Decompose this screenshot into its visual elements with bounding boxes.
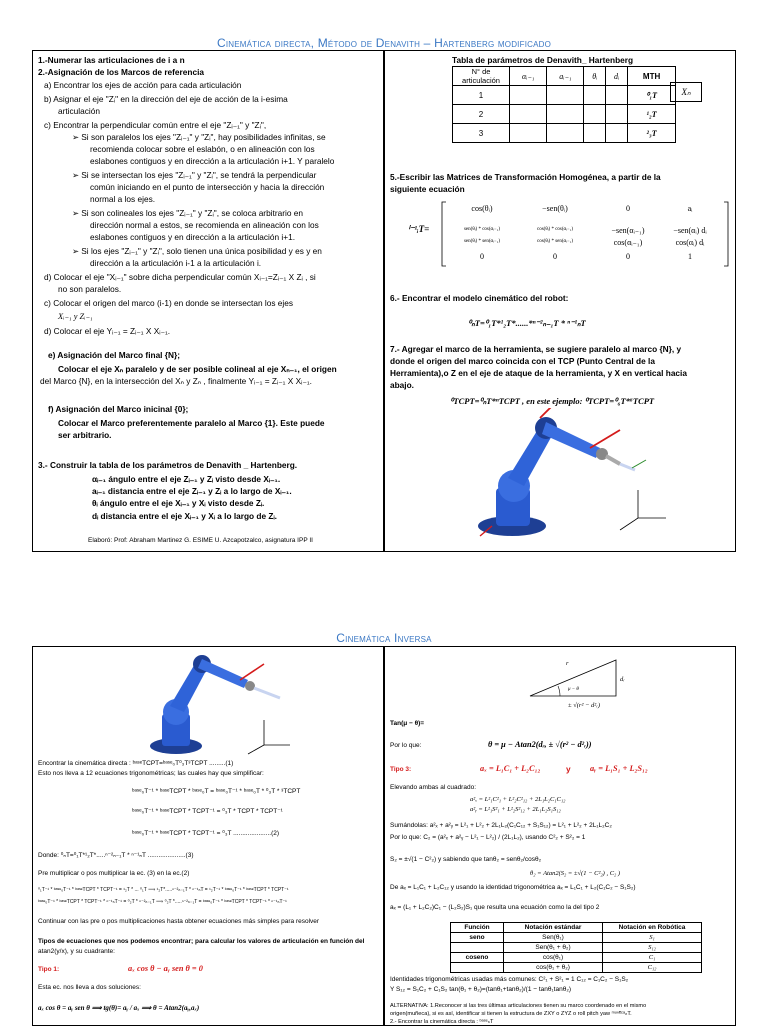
bullet-4-l2: dirección a la articulación i-1 a la articulación i. bbox=[90, 258, 262, 268]
ik-12-eq: Esto nos lleva a 12 ecuaciones trigonométricas; las cuales hay que simplificar: bbox=[38, 770, 264, 777]
dh-header-theta: θᵢ bbox=[584, 67, 606, 86]
m43: 0 bbox=[626, 252, 630, 261]
triangle-r: r bbox=[566, 660, 569, 667]
fn-cell: seno bbox=[451, 933, 504, 943]
m12: −sen(θᵢ) bbox=[542, 204, 568, 213]
dh-cell bbox=[606, 124, 628, 143]
m14: aᵢ bbox=[687, 204, 693, 213]
m13: 0 bbox=[626, 204, 630, 213]
m23: −sen(αᵢ₋₁) bbox=[611, 226, 645, 235]
table-row bbox=[453, 105, 676, 124]
table-row bbox=[453, 124, 676, 143]
fn-cell: cos(θ₁) bbox=[504, 953, 603, 963]
step-2f: f) Asignación del Marco inicinal {0}; bbox=[48, 404, 189, 414]
dh-cell bbox=[547, 124, 584, 143]
robot-arm-illustration-2 bbox=[140, 650, 340, 760]
m32: cos(θᵢ) * sen(αᵢ₋₁) bbox=[536, 239, 574, 244]
ax2: a²ₓ = L²₁C²₁ + L²₂C²₁₂ + 2L₁L₂C₁C₁₂ bbox=[470, 796, 566, 803]
bullet-2: ➢ Si se intersectan los ejes "Zᵢ₋₁" y "Zᵢ", se tendrá la perpendicular bbox=[72, 170, 317, 180]
m42: 0 bbox=[553, 252, 557, 261]
table-row bbox=[453, 86, 676, 105]
de-ax: De aₓ = L₁C₁ + L₂C₁₂ y usando la identidad trigonométrica aₓ = L₁C₁ + L₂(C₁C₂ − S₁S₂) bbox=[390, 884, 636, 891]
dh-header-a: aᵢ₋₁ bbox=[547, 67, 584, 86]
ik-premult-eq1: ⁰₁T⁻¹ * ᵇᵃˢᵉ₀T⁻¹ * ᵇᵃˢᵉTCPT * TCPT⁻¹ = ¹₂T * ... ⁰₁T ⟹ ¹₂T*.....ⁿ⁻²ₙ₋₁T * ⁿ⁻¹ₙT = ¹₂T⁻¹ * ᵇᵃˢᵉ₀T⁻¹ * ᵇᵃˢᵉTCPT * TCPT⁻¹ bbox=[38, 887, 289, 893]
dh-cell bbox=[606, 86, 628, 105]
ik-solution-1: aₓ cos θ = aᵧ sen θ ⟹ tg(θ)= aᵧ / aₓ ⟹ θ = Atan2(aᵧ,aₓ) bbox=[38, 1004, 200, 1012]
ik-two-solutions: Esta ec. nos lleva a dos soluciones: bbox=[38, 984, 141, 991]
m33: cos(αᵢ₋₁) bbox=[613, 238, 643, 247]
step-2c: c) Encontrar la perpendicular común entre el eje "Zᵢ₋₁" y "Zᵢ", bbox=[44, 120, 267, 130]
m11: cos(θᵢ) bbox=[471, 204, 493, 213]
ik-types-l1: Tipos de ecuaciones que nos podemos encontrar; para calcular los valores de articulación en función del bbox=[38, 938, 365, 945]
sum: Sumándolas: a²ₓ + a²ᵧ = L²₁ + L²₂ + 2L₁L₂(C₁C₁₂ + S₁S₁₂) = L²₁ + L²₂ + 2L₁L₂C₂ bbox=[390, 822, 612, 829]
theta2: θ₂ = Atan2(S₂ = ±√(1 − C²₂) , C₂ ) bbox=[530, 870, 621, 877]
top-title: Cinemática directa, Método de Denavith – Hartenberg modificado bbox=[216, 36, 552, 50]
m34: cos(αᵢ) dᵢ bbox=[675, 238, 705, 247]
fn-cell: Sen(θ₁ + θ₂) bbox=[504, 943, 603, 953]
step-7-l2: donde el origen del marco coincida con el TCP (Punto Central de la bbox=[390, 356, 655, 366]
m41: 0 bbox=[480, 252, 484, 261]
por-lo-que: Por lo que: bbox=[390, 742, 422, 749]
dh-row-n: 1 bbox=[453, 86, 510, 105]
dh-row-mth: ⁰₁T bbox=[628, 86, 676, 105]
identities-2: Y S₁₂ = S₁C₂ + C₁S₂ tan(θ₁ + θ₂)=(tanθ₁+tanθ₂)/(1 − tanθ₁tanθ₂) bbox=[390, 986, 572, 993]
step-3: 3.- Construir la tabla de los parámetros de Denavith _ Hartenberg. bbox=[38, 460, 298, 470]
triangle-base: ± √(r² − d²ᵣ) bbox=[568, 702, 601, 709]
bullet-3: ➢ Si son colineales los ejes "Zᵢ₋₁" y "Zᵢ", se coloca arbitrario en bbox=[72, 208, 303, 218]
ik-premult-eq2: ᵇᵃˢᵉ₀T⁻¹ * ᵇᵃˢᵉTCPT * TCPT⁻¹ * ⁿ⁻¹ₙT⁻¹ = ⁰₂T * ⁿ⁻²ₙ₋₁T ⟹ ⁰₂T *.....ⁿ⁻²ₙ₋₁T = ᵇᵃˢᵉ₀T⁻¹ * ᵇᵃˢᵉTCPT * TCPT⁻¹ * ⁿ⁻¹ₙT⁻¹ bbox=[38, 899, 287, 905]
tan-eq: Tan(μ − θ)= bbox=[390, 720, 425, 727]
type-3-y: y bbox=[566, 764, 571, 774]
dh-row-n: 3 bbox=[453, 124, 510, 143]
ay2: a²ᵧ = L²₁S²₁ + L²₂S²₁₂ + 2L₁L₂S₁S₁₂ bbox=[470, 806, 561, 813]
c2: Por lo que: C₂ = (a²ₓ + a²ᵧ − L²₁ − L²₂) / (2L₁L₂), usando C²₂ + S²₂ = 1 bbox=[390, 834, 586, 841]
step-5-l2: siguiente ecuación bbox=[390, 184, 465, 194]
ik-eq-2: ᵇᵃˢᵉ₀T⁻¹ * ᵇᵃˢᵉTCPT * TCPT⁻¹ = ⁰₃T .....................(2) bbox=[132, 830, 280, 837]
fn-cell bbox=[451, 943, 504, 953]
fn-cell: S₁₂ bbox=[603, 943, 702, 953]
m31: sen(θᵢ) * sen(αᵢ₋₁) bbox=[463, 239, 501, 244]
dh-row-mth: ¹₂T bbox=[628, 105, 676, 124]
step-2: 2.-Asignación de los Marcos de referencia bbox=[38, 67, 204, 77]
m44: 1 bbox=[688, 252, 692, 261]
type-3-ax: aₓ = L₁C₁ + L₂C₁₂ bbox=[480, 764, 541, 773]
dh-cell bbox=[510, 105, 547, 124]
m21: sen(θᵢ) * cos(αᵢ₋₁) bbox=[463, 227, 501, 232]
trig-notation-table bbox=[450, 922, 702, 973]
table-row bbox=[451, 963, 702, 973]
dh-header-d: dᵢ bbox=[606, 67, 628, 86]
fn-cell: coseno bbox=[451, 953, 504, 963]
fn-cell: Sen(θ₁) bbox=[504, 933, 603, 943]
step-2f-l1: Colocar el Marco preferentemente paralelo al Marco {1}. Este puede bbox=[58, 418, 325, 428]
ik-type-1: Tipo 1: bbox=[38, 966, 60, 973]
dh-row-mth: ²₃T bbox=[628, 124, 676, 143]
alternative-text: ALTERNATIVA: 1.Reconocer si las tres últimas articulaciones tienen su marco coordenado en el mismo bbox=[390, 1003, 647, 1009]
param-theta: θᵢ ángulo entre el eje Xᵢ₋₁ y Xᵢ visto desde Zᵢ. bbox=[92, 498, 265, 508]
ik-eq-a: ᵇᵃˢᵉ₀T⁻¹ * ᵇᵃˢᵉTCPT * ᵇᵃˢᵉ₀T = ᵇᵃˢᵉ₀T⁻¹ * ᵇᵃˢᵉ₀T * ⁰₃T * ³TCPT bbox=[132, 788, 301, 795]
step-2c2-cont: Xᵢ₋₁ y Zᵢ₋₁ bbox=[58, 312, 93, 321]
step-5-l1: 5.-Escribir las Matrices de Transformación Homogénea, a partir de la bbox=[390, 172, 661, 182]
dh-cell bbox=[510, 86, 547, 105]
dh-parameter-table bbox=[452, 66, 676, 143]
step-6: 6.- Encontrar el modelo cinemático del robot: bbox=[390, 293, 569, 303]
fn-cell: cos(θ₁ + θ₂) bbox=[504, 963, 603, 973]
theta-eq: θ = μ − Atan2(dᵣ, ± √(r² − d²ᵣ)) bbox=[488, 740, 592, 749]
step-7-l4: abajo. bbox=[390, 380, 414, 390]
fn-cell: S₁ bbox=[603, 933, 702, 943]
alternative-l1 bbox=[390, 1002, 646, 1010]
ik-type-1-eq: aₓ cos θ − aᵧ sen θ = 0 bbox=[128, 964, 203, 973]
squared: Elevando ambas al cuadrado: bbox=[390, 784, 477, 791]
alternative-l3: 2.- Encontrar la cinemática directa : ᵇᵃˢᵉₙT bbox=[390, 1019, 494, 1025]
robot-arm-illustration bbox=[470, 408, 700, 548]
step-2c2: c) Colocar el origen del marco (i-1) en donde se intersectan los ejes bbox=[44, 298, 294, 308]
type-3: Tipo 3: bbox=[390, 766, 412, 773]
param-d: dᵢ distancia entre el eje Xᵢ₋₁ y Xᵢ a lo largo de Zᵢ. bbox=[92, 511, 277, 521]
step-2d: d) Colocar el eje "Xᵢ₋₁" sobre dicha perpendicular común Xᵢ₋₁=Zᵢ₋₁ X Zᵢ , si bbox=[44, 272, 316, 282]
bullet-1-l3: eslabones contiguos y en dirección a la articulación i+1. Y paralelo bbox=[90, 156, 335, 166]
triangle-angle: μ − θ bbox=[568, 687, 579, 692]
bullet-3-l3: eslabones contiguos y en dirección a la articulación i+1. bbox=[90, 232, 296, 242]
author-credit: Elaboró: Prof: Abraham Martinez G. ESIME U. Azcapotzalco, asignatura IPP II bbox=[88, 537, 313, 544]
table-row bbox=[451, 943, 702, 953]
eq-7: ⁰TCPT=⁰ₙT*ⁿTCPT , en este ejemplo: ⁰TCPT=⁰₆T*⁶TCPT bbox=[450, 396, 655, 406]
step-2f-l2: ser arbitrario. bbox=[58, 430, 112, 440]
fn-h2: Notación en Robótica bbox=[603, 923, 702, 933]
step-2b-cont: articulación bbox=[58, 106, 100, 116]
step-2a: a) Encontrar los ejes de acción para cada articulación bbox=[44, 80, 242, 90]
dh-table-caption: Tabla de parámetros de Denavith_ Hartenberg bbox=[452, 55, 634, 65]
dh-cell bbox=[547, 86, 584, 105]
step-2b: b) Asignar el eje "Zᵢ" en la dirección del eje de acción de la i-esima bbox=[44, 94, 288, 104]
dh-header-n: N° de articulación bbox=[453, 67, 510, 86]
dh-cell bbox=[606, 105, 628, 124]
bullet-2-l3: normal a los ejes. bbox=[90, 194, 156, 204]
dh-cell bbox=[584, 124, 606, 143]
dh-cell bbox=[584, 86, 606, 105]
ik-premult: Pre multiplicar o pos multiplicar la ec. (3) en la ec.(2) bbox=[38, 870, 190, 877]
step-2e: e) Asignación del Marco final {N}; bbox=[48, 350, 181, 360]
table-row bbox=[451, 953, 702, 963]
xn-box: Xₙ bbox=[670, 82, 702, 102]
step-2d2: d) Colocar el eje Yᵢ₋₁ = Zᵢ₋₁ X Xᵢ₋₁. bbox=[44, 326, 171, 336]
ik-types-l2: atan2(y/x), y su cuadrante: bbox=[38, 948, 115, 955]
ik-continue: Continuar con las pre o pos multiplicaciones hasta obtener ecuaciones más simples para resolver bbox=[38, 918, 320, 925]
step-7-l1: 7.- Agregar el marco de la herramienta, se sugiere paralelo al marco {N}, y bbox=[390, 344, 682, 354]
type-3-ay: aᵧ = L₁S₁ + L₂S₁₂ bbox=[590, 764, 648, 773]
fn-h1: Notación estándar bbox=[504, 923, 603, 933]
m22: cos(θᵢ) * cos(αᵢ₋₁) bbox=[536, 227, 574, 232]
eq-6: ⁰ₙT=⁰₁T*¹₂T*......*ⁿ⁻²ₙ₋₁T * ⁿ⁻¹ₙT bbox=[468, 318, 586, 328]
ik-eq-b: ᵇᵃˢᵉ₀T⁻¹ * ᵇᵃˢᵉTCPT * TCPT⁻¹ = ⁰₃T * TCPT * TCPT⁻¹ bbox=[132, 808, 283, 815]
step-2e-l1: Colocar el eje Xₙ paralelo y de ser posible colineal al eje Xₙ₋₁, el origen bbox=[58, 364, 337, 374]
bullet-2-l2: común iniciando en el punto de intersección y hacia la dirección bbox=[90, 182, 325, 192]
step-7-l3: Herramienta),o Z en el eje de ataque de la herramienta, y X en vertical hacia bbox=[390, 368, 687, 378]
matrix-lhs: ⁱ⁻¹ᵢT= bbox=[408, 224, 430, 234]
table-row bbox=[451, 933, 702, 943]
fn-cell bbox=[451, 963, 504, 973]
fn-cell: C₁₂ bbox=[603, 963, 702, 973]
dh-header-mth: MTH bbox=[628, 67, 676, 86]
dh-row-n: 2 bbox=[453, 105, 510, 124]
dh-cell bbox=[584, 105, 606, 124]
dh-cell bbox=[510, 124, 547, 143]
bullet-4: ➢ Si los ejes "Zᵢ₋₁" y "Zᵢ", solo tienen una única posibilidad y es y en bbox=[72, 246, 322, 256]
step-2d-cont: no son paralelos. bbox=[58, 284, 122, 294]
ik-direct: Encontrar la cinemática directa : ᵇᵃˢᵉTCPT=ᵇᵃˢᵉ₀T⁰₃T³TCPT .........(1) bbox=[38, 760, 234, 767]
s2: S₂ = ±√(1 − C²₂) y sabiendo que tanθ₂ = senθ₂/cosθ₂ bbox=[390, 856, 542, 863]
step-2e-l2: del Marco {N}, en la intersección del Xₙ y Zₙ , finalmente Yᵢ₋₁ = Zᵢ₋₁ X Xᵢ₋₁. bbox=[40, 376, 312, 386]
param-alpha: αᵢ₋₁ ángulo entre el eje Zᵢ₋₁ y Zᵢ visto desde Xᵢ₋₁. bbox=[92, 474, 281, 484]
dh-cell bbox=[547, 105, 584, 124]
bullet-1-l2: recomienda colocar sobre el eslabón, o en alineación con los bbox=[90, 144, 315, 154]
bullet-1: ➢ Si son paralelos los ejes "Zᵢ₋₁" y "Zᵢ", hay posibilidades infinitas, se bbox=[72, 132, 326, 142]
bottom-title: Cinemática Inversa bbox=[336, 631, 432, 645]
bullet-3-l2: dirección normal a estos, se recomienda en alineación con los bbox=[90, 220, 319, 230]
identities-1: Identidades trigonométricas usadas más comunes: C²₁ + S²₁ = 1 C₁₂ = C₁C₂ − S₁S₂ bbox=[390, 976, 629, 983]
dh-header-alpha: αᵢ₋₁ bbox=[510, 67, 547, 86]
fn-cell: C₁ bbox=[603, 953, 702, 963]
ik-eq-3: Donde: ⁰ₙT=⁰₁T*¹₂T*.....ⁿ⁻²ₙ₋₁T * ⁿ⁻¹ₙT .....................(3) bbox=[38, 852, 194, 859]
fn-h0: Función bbox=[451, 923, 504, 933]
param-a: aᵢ₋₁ distancia entre el eje Zᵢ₋₁ y Zᵢ a lo largo de Xᵢ₋₁. bbox=[92, 486, 292, 496]
ax-type2: aₓ = (L₁ + L₂C₂)C₁ − (L₂S₂)S₁ que resulta una ecuación como la del tipo 2 bbox=[390, 904, 600, 911]
triangle-d: dᵣ bbox=[620, 676, 625, 683]
alternative-l2: origen(muñeca), si es así, identificar si tienen la estructura de ZXY o ZYZ o roll pitch yaw ᵐᵘⁿ̃ᵉᶜᵃₙT. bbox=[390, 1011, 632, 1017]
m24: −sen(αᵢ) dᵢ bbox=[673, 226, 707, 235]
step-1: 1.-Numerar las articulaciones de i a n bbox=[38, 55, 185, 65]
